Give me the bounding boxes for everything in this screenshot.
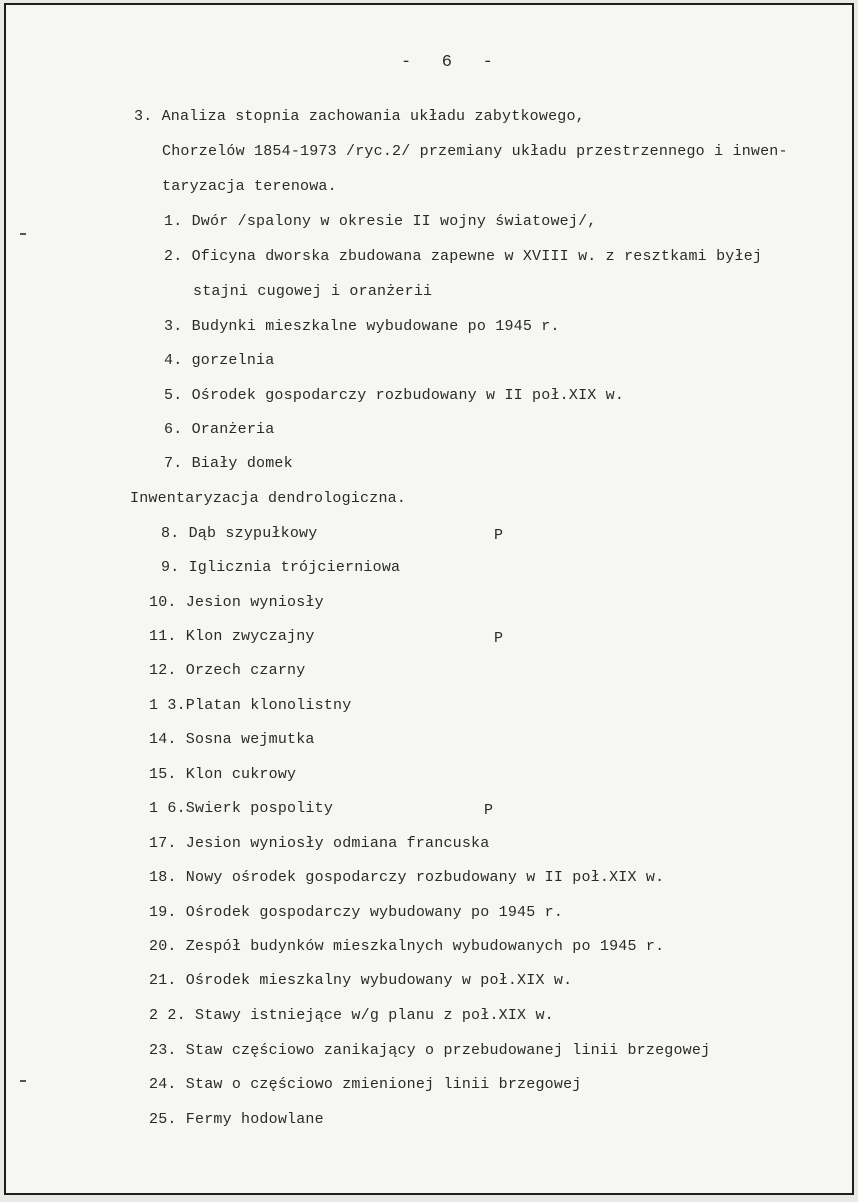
list-item: 24. Staw o częściowo zmienionej linii brzegowej	[149, 1076, 582, 1093]
heading-line-1: 3. Analiza stopnia zachowania układu zabytkowego,	[134, 108, 585, 125]
list-item: 9. Iglicznia trójcierniowa	[161, 559, 401, 576]
protected-marker: P	[494, 527, 504, 544]
list-item: 18. Nowy ośrodek gospodarczy rozbudowany w II poł.XIX w.	[149, 869, 665, 886]
list-item: 4. gorzelnia	[164, 352, 275, 369]
page-number: - 6 -	[401, 53, 494, 72]
list-item: 15. Klon cukrowy	[149, 766, 297, 783]
list-item: 2 2. Stawy istniejące w/g planu z poł.XIX w.	[149, 1007, 554, 1024]
list-item: 6. Oranżeria	[164, 421, 275, 438]
protected-marker: P	[484, 802, 494, 819]
list-item: 7. Biały domek	[164, 455, 293, 472]
heading-line-3: taryzacja terenowa.	[162, 178, 337, 195]
list-item: 23. Staw częściowo zanikający o przebudowanej linii brzegowej	[149, 1042, 711, 1059]
list-item: 1 3.Platan klonolistny	[149, 697, 352, 714]
heading-line-2: Chorzelów 1854-1973 /ryc.2/ przemiany układu przestrzennego i inwen-	[162, 143, 788, 160]
list-item: 5. Ośrodek gospodarczy rozbudowany w II poł.XIX w.	[164, 387, 625, 404]
list-item: 10. Jesion wyniosły	[149, 594, 324, 611]
list-item: 12. Orzech czarny	[149, 662, 306, 679]
margin-mark	[20, 1080, 26, 1082]
list-item: 20. Zespół budynków mieszkalnych wybudowanych po 1945 r.	[149, 938, 665, 955]
list-item: 8. Dąb szypułkowy	[161, 525, 318, 542]
list-item-continuation: stajni cugowej i oranżerii	[193, 283, 433, 300]
document-page	[4, 3, 854, 1195]
list-item: 11. Klon zwyczajny	[149, 628, 315, 645]
list-item: 1 6.Swierk pospolity	[149, 800, 334, 817]
protected-marker: P	[494, 630, 504, 647]
list-item: 25. Fermy hodowlane	[149, 1111, 324, 1128]
section-title: Inwentaryzacja dendrologiczna.	[130, 490, 407, 507]
margin-mark	[20, 233, 26, 235]
list-item: 14. Sosna wejmutka	[149, 731, 315, 748]
list-item: 1. Dwór /spalony w okresie II wojny światowej/,	[164, 213, 597, 230]
list-item: 21. Ośrodek mieszkalny wybudowany w poł.XIX w.	[149, 972, 573, 989]
list-item: 17. Jesion wyniosły odmiana francuska	[149, 835, 490, 852]
list-item: 2. Oficyna dworska zbudowana zapewne w XVIII w. z resztkami byłej	[164, 248, 763, 265]
list-item: 19. Ośrodek gospodarczy wybudowany po 1945 r.	[149, 904, 564, 921]
list-item: 3. Budynki mieszkalne wybudowane po 1945 r.	[164, 318, 560, 335]
